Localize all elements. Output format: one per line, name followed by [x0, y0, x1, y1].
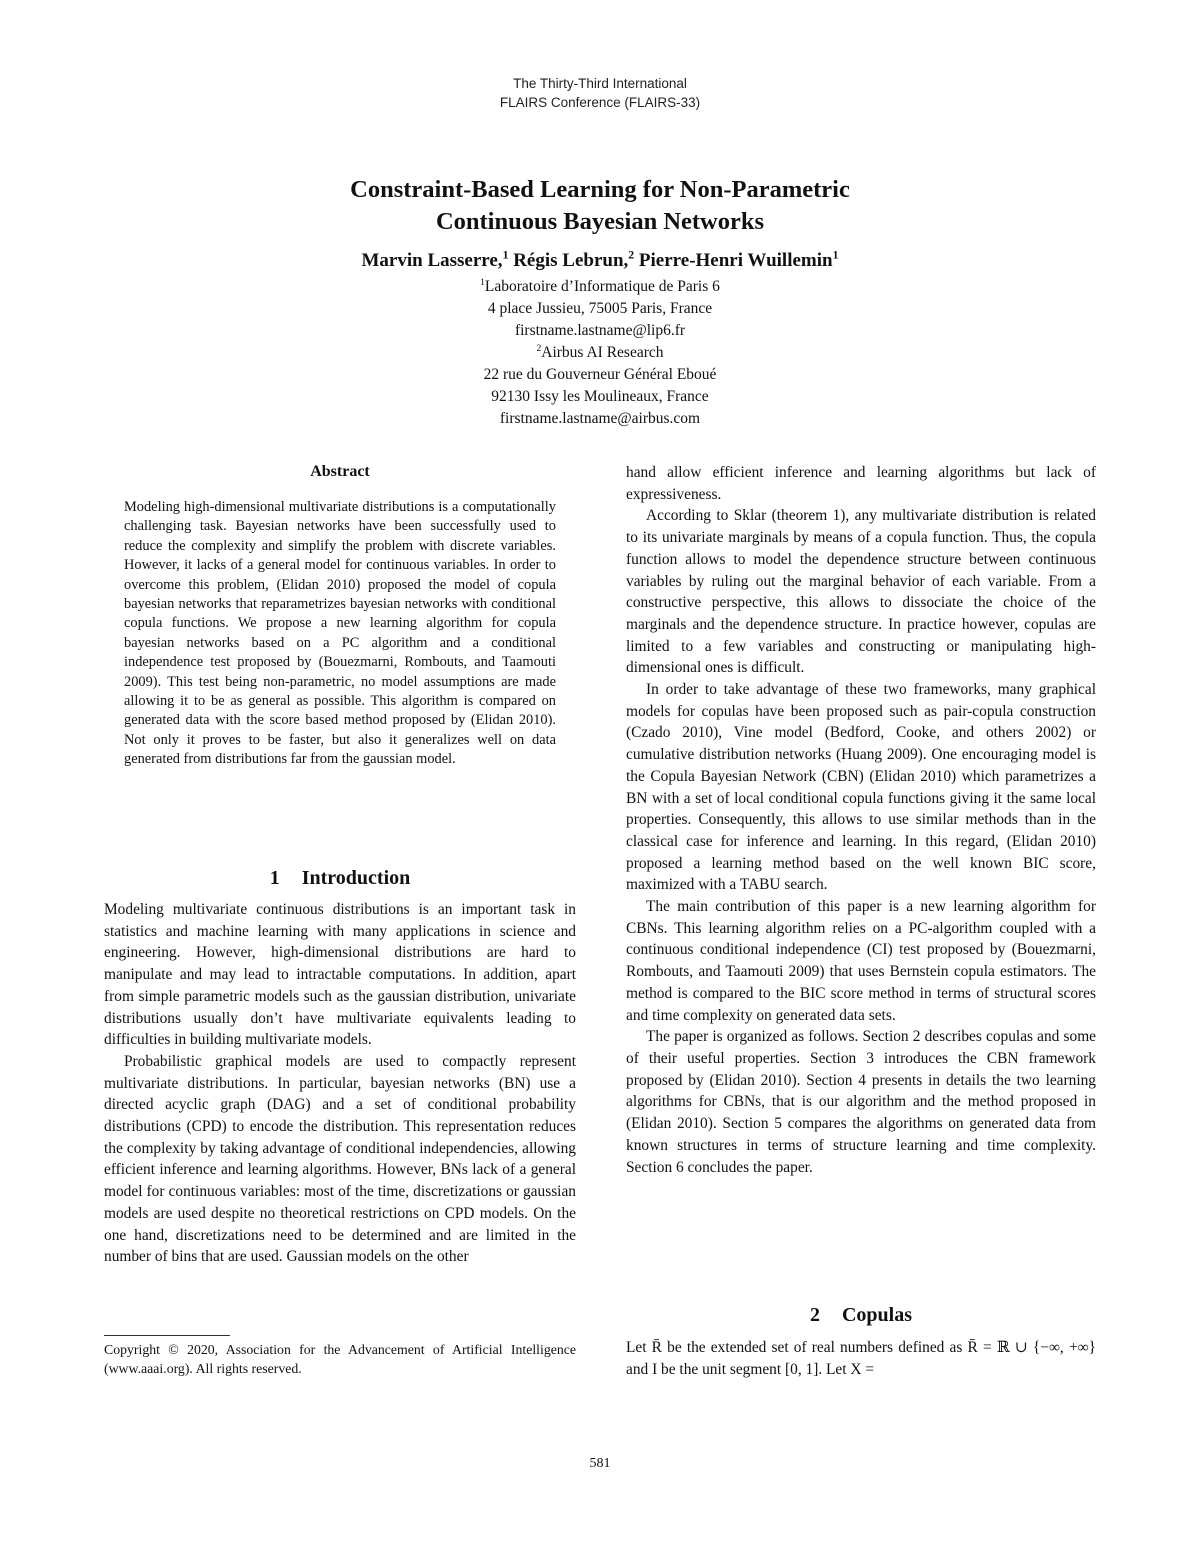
conference-line-2: FLAIRS Conference (FLAIRS-33)	[499, 95, 701, 110]
page-number: 581	[589, 1456, 611, 1471]
airbus-address-2: 92130 Issy les Moulineaux, France	[491, 388, 709, 405]
left-column-body	[104, 899, 576, 1268]
conference-line-1: The Thirty-Third International	[513, 76, 687, 91]
abstract-text: Modeling high-dimensional multivariate distributions is a computationally challenging task. Bayesian networks have been successfully used to reduce the complexity and simplify the problem with discrete variables. However, it lacks of a general model for continuous variables. In order to overcome this problem, (Elidan 2010) proposed the model of copula bayesian networks that reparametrizes bayesian networks with conditional copula functions. We propose a new learning algorithm for copula bayesian networks based on a PC algorithm and a conditional independence test proposed by (Bouezmarni, Rombouts, and Taamouti 2009). This test being non-parametric, no model assumptions are made allowing it to be as general as possible. This algorithm is compared on generated data with the score based method proposed by (Elidan 2010). Not only it proves to be faster, but also it generalizes well on data generated from distributions far from the gaussian model.	[124, 499, 556, 768]
airbus-address-1: 22 rue du Gouverneur Général Eboué	[483, 366, 717, 383]
intro-paragraph-4: In order to take advantage of these two frameworks, many graphical models for copulas have been proposed such as pair-copula construction (Czado 2010), Vine model (Bedford, Cooke, and others 2002) or cumulative distribution networks (Huang 2009). One encouraging model is the Copula Bayesian Network (CBN) (Elidan 2010) which parametrizes a BN with a set of local conditional copula functions giving it the same local properties. Consequently, this allows to use similar methods than in the classical case for inference and learning. In this regard, (Elidan 2010) proposed a learning method based on the well known BIC score, maximized with a TABU search.	[626, 681, 1096, 894]
intro-paragraph-2-continued: hand allow efficient inference and learning algorithms but lack of expressiveness.	[626, 464, 1096, 503]
lab-name: Laboratoire d’Informatique de Paris 6	[484, 278, 720, 295]
intro-paragraph-1: Modeling multivariate continuous distributions is an important task in statistics and machine learning with many applications in science and engineering. However, high-dimensional distributions are hard to manipulate and may lead to intractable computations. In addition, apart from simple parametric models such as the gaussian distribution, univariate distributions usually don’t have multivariate equivalents leading to difficulties in building multivariate models.	[104, 901, 576, 1049]
author-list	[0, 248, 1200, 274]
author-3: Pierre-Henri Wuillemin	[638, 250, 833, 271]
footnote-rule	[104, 1335, 230, 1336]
copulas-intro-text: Let R̄ be the extended set of real numbers defined as R̄ = ℝ ∪ {−∞, +∞} and I be the unit segment [0, 1]. Let X =	[626, 1339, 1096, 1378]
lab-affil-mark: 1	[480, 276, 485, 288]
author-3-affil-mark: 1	[832, 248, 839, 262]
airbus-name: Airbus AI Research	[541, 344, 664, 361]
affiliations	[0, 276, 1200, 430]
abstract-heading: Abstract	[310, 463, 370, 480]
title-line-2: Continuous Bayesian Networks	[435, 208, 765, 235]
airbus-email: firstname.lastname@airbus.com	[499, 410, 701, 427]
author-1: Marvin Lasserre,	[361, 250, 503, 271]
intro-paragraph-6: The paper is organized as follows. Section 2 describes copulas and some of their useful properties. Section 3 introduces the CBN framework proposed by (Elidan 2010). Section 4 presents in details the two learning algorithms for CBNs, that is our algorithm and the method proposed in (Elidan 2010). Section 5 compares the algorithms on generated data from known structures in terms of structure learning and time complexity. Section 6 concludes the paper.	[626, 1028, 1096, 1176]
paper-title	[0, 174, 1200, 238]
lab-address: 4 place Jussieu, 75005 Paris, France	[487, 300, 713, 317]
section-1-heading	[104, 865, 576, 891]
copyright-footnote: Copyright © 2020, Association for the Advancement of Artificial Intelligence (www.aaai.org). All rights reserved.	[104, 1342, 576, 1376]
lab-email: firstname.lastname@lip6.fr	[514, 322, 686, 339]
intro-paragraph-2: Probabilistic graphical models are used to compactly represent multivariate distributions. In particular, bayesian networks (BN) use a directed acyclic graph (DAG) and a set of conditional probability distributions (CPD) to encode the distribution. This representation reduces the complexity by taking advantage of conditional independencies, allowing efficient inference and learning algorithms. However, BNs lack of a general model for continuous variables: most of the time, discretizations or gaussian models are used despite no theoretical restrictions on CPD models. On the one hand, discretizations need to be determined and are limited in the number of bins that are used. Gaussian models on the other	[104, 1052, 576, 1266]
author-2: Régis Lebrun,	[513, 250, 629, 271]
conference-header	[0, 74, 1200, 112]
intro-paragraph-3: According to Sklar (theorem 1), any multivariate distribution is related to its univariate marginals by means of a copula function. Thus, the copula function allows to model the dependence structure between continuous variables by ruling out the marginal behavior of each variable. From a constructive perspective, this allows to dissociate the choice of the marginals and the dependence structure. In practice however, copulas are limited to a few variables and constructing or manipulating high-dimensional ones is difficult.	[626, 507, 1096, 677]
affiliation-airbus	[0, 342, 1200, 364]
section-2-heading	[626, 1302, 1096, 1328]
author-2-affil-mark: 2	[628, 248, 635, 262]
section-2-title: Copulas	[841, 1304, 913, 1326]
affiliation-lab	[0, 276, 1200, 298]
airbus-affil-mark: 2	[536, 342, 542, 354]
intro-paragraph-5: The main contribution of this paper is a new learning algorithm for CBNs. This learning algorithm relies on a PC-algorithm coupled with a continuous conditional independence (CI) test proposed by (Bouezmarni, Rombouts, and Taamouti 2009) that uses Bernstein copula estimators. The method is compared to the BIC score method in terms of structural scores and time complexity on generated data sets.	[626, 898, 1096, 1024]
title-line-1: Constraint-Based Learning for Non-Parametric	[350, 176, 850, 203]
right-column-body	[626, 462, 1096, 1178]
section-1-title: Introduction	[301, 867, 411, 889]
section-2-number: 2	[809, 1304, 820, 1326]
section-1-number: 1	[269, 867, 280, 889]
author-1-affil-mark: 1	[502, 248, 509, 262]
